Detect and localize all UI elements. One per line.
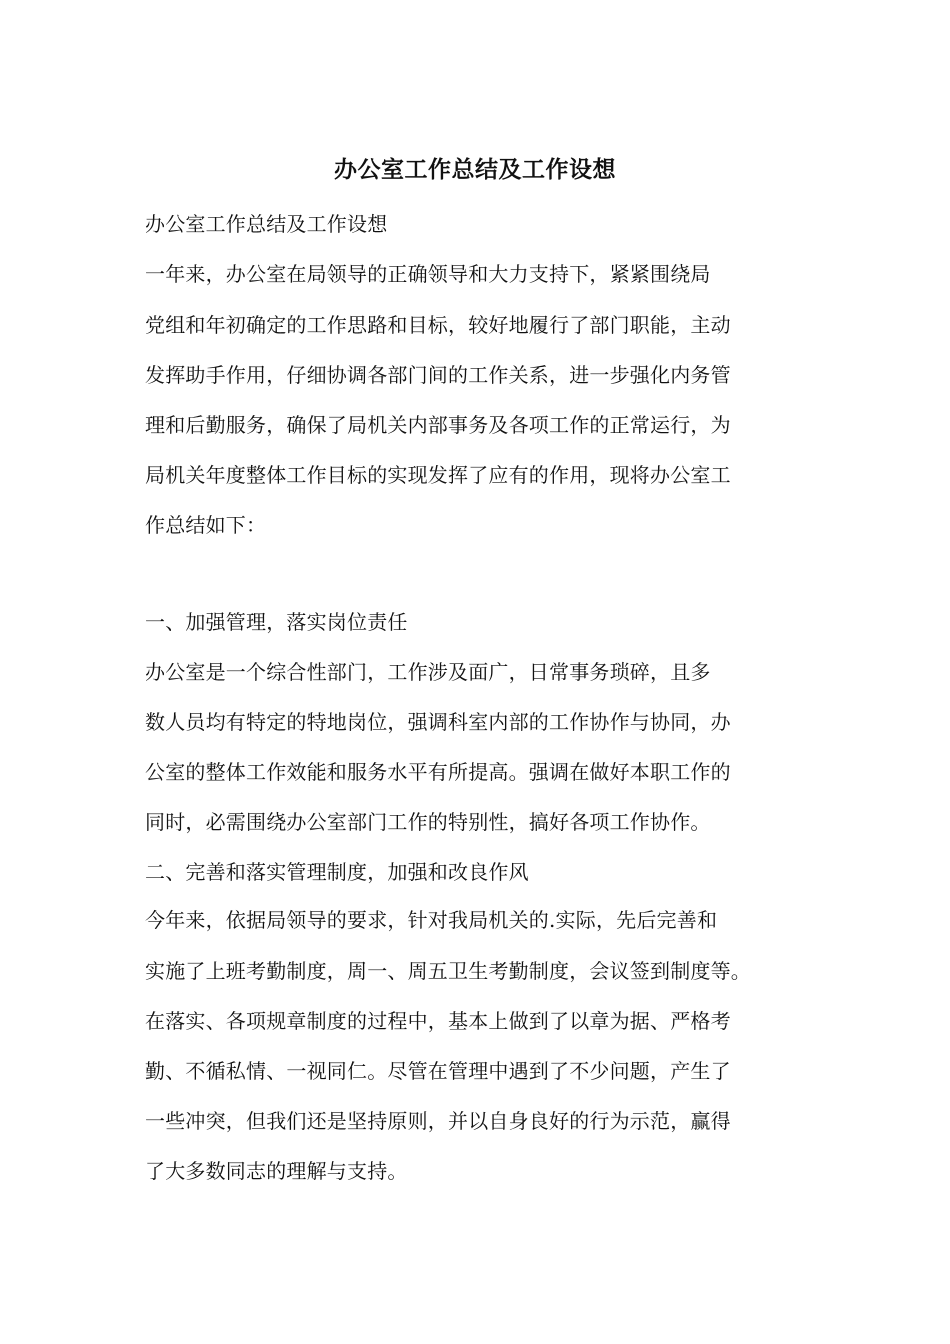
paragraph-line: 了大多数同志的理解与支持。: [145, 1159, 408, 1183]
paragraph-line: 实施了上班考勤制度，周一、周五卫生考勤制度，会议签到制度等。: [145, 959, 751, 983]
paragraph-line: 一年来，办公室在局领导的正确领导和大力支持下，紧紧围绕局: [145, 262, 711, 286]
paragraph-line: 作总结如下：: [145, 513, 267, 537]
paragraph-line: 同时，必需围绕办公室部门工作的特别性，搞好各项工作协作。: [145, 810, 711, 834]
paragraph-line: 办公室是一个综合性部门，工作涉及面广，日常事务琐碎，且多: [145, 660, 711, 684]
paragraph-line: 在落实、各项规章制度的过程中，基本上做到了以章为据、严格考: [145, 1009, 731, 1033]
paragraph-line: 局机关年度整体工作目标的实现发挥了应有的作用，现将办公室工: [145, 463, 731, 487]
paragraph-line: 理和后勤服务，确保了局机关内部事务及各项工作的正常运行，为: [145, 413, 731, 437]
paragraph-line: 数人员均有特定的特地岗位，强调科室内部的工作协作与协同，办: [145, 710, 731, 734]
paragraph-line: 党组和年初确定的工作思路和目标，较好地履行了部门职能，主动: [145, 313, 731, 337]
paragraph-line: 今年来，依据局领导的要求，针对我局机关的.实际，先后完善和: [145, 908, 718, 932]
paragraph-line: 勤、不循私情、一视同仁。尽管在管理中遇到了不少问题，产生了: [145, 1059, 731, 1083]
paragraph-line: 发挥助手作用，仔细协调各部门间的工作关系，进一步强化内务管: [145, 363, 731, 387]
section-heading: 二、完善和落实管理制度，加强和改良作风: [145, 860, 529, 884]
section-heading: 一、加强管理，落实岗位责任: [145, 610, 408, 634]
document-title: 办公室工作总结及工作设想: [334, 156, 616, 183]
paragraph-line: 公室的整体工作效能和服务水平有所提高。强调在做好本职工作的: [145, 760, 731, 784]
subtitle-line: 办公室工作总结及工作设想: [145, 212, 388, 236]
paragraph-line: 一些冲突，但我们还是坚持原则，并以自身良好的行为示范，赢得: [145, 1109, 731, 1133]
